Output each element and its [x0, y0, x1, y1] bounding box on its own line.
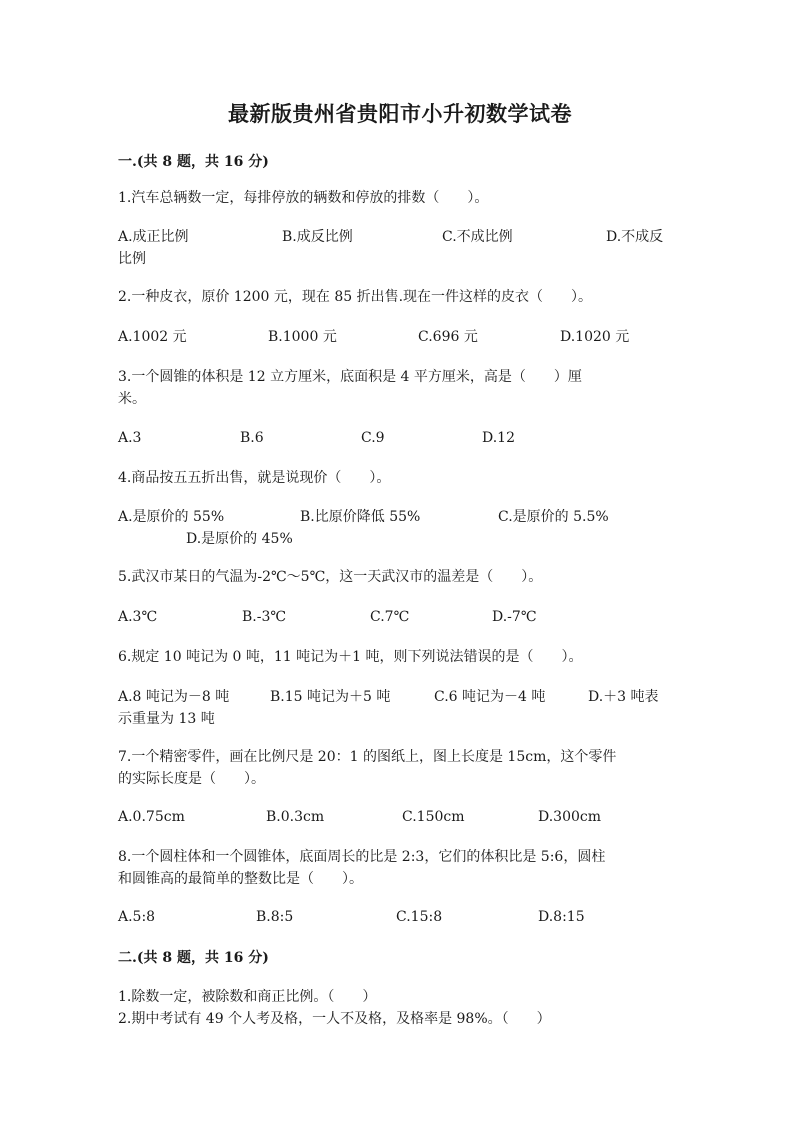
question-4-option-d: D.是原价的 45% — [186, 531, 293, 547]
question-4-option-a: A.是原价的 55% — [118, 509, 225, 525]
question-3-stem-line-2: 米。 — [118, 391, 146, 407]
question-7-stem-line-1: 7.一个精密零件，画在比例尺是 20：1 的图纸上，图上长度是 15cm，这个零件 — [118, 749, 617, 765]
question-8-option-a: A.5:8 — [118, 909, 156, 925]
question-8-options — [118, 906, 678, 928]
section-2-item-2: 2.期中考试有 49 个人考及格，一人不及格，及格率是 98%。（ ） — [118, 1011, 551, 1027]
section-2-item-1: 1.除数一定，被除数和商正比例。（ ） — [118, 989, 377, 1005]
question-4-options — [118, 506, 678, 550]
question-3-stem-line-1: 3.一个圆锥的体积是 12 立方厘米，底面积是 4 平方厘米，高是（ ）厘 — [118, 369, 582, 385]
question-2-option-b: B.1000 元 — [268, 329, 337, 345]
question-7-options — [118, 806, 678, 828]
question-3-stem — [118, 366, 678, 410]
question-7-option-a: A.0.75cm — [118, 809, 185, 825]
question-1-option-d-wrap: 比例 — [118, 251, 146, 267]
question-5-option-b: B.-3℃ — [242, 609, 287, 625]
question-8-stem-line-1: 8.一个圆柱体和一个圆锥体，底面周长的比是 2:3，它们的体积比是 5:6，圆柱 — [118, 849, 606, 865]
question-8-option-b: B.8:5 — [256, 909, 294, 925]
question-6-option-c: C.6 吨记为－4 吨 — [434, 689, 546, 705]
question-5-options — [118, 606, 678, 628]
question-7-option-b: B.0.3cm — [266, 809, 325, 825]
question-5-stem: 5.武汉市某日的气温为-2℃～5℃，这一天武汉市的温差是（ ）。 — [118, 569, 543, 585]
page-title: 最新版贵州省贵阳市小升初数学试卷 — [228, 101, 572, 126]
question-2-option-a: A.1002 元 — [118, 329, 187, 345]
question-7-stem-line-2: 的实际长度是（ ）。 — [118, 771, 265, 787]
question-1-stem: 1.汽车总辆数一定，每排停放的辆数和停放的排数（ ）。 — [118, 190, 489, 206]
question-3-option-d: D.12 — [482, 430, 515, 446]
question-4-option-b: B.比原价降低 55% — [300, 509, 421, 525]
question-8-option-c: C.15:8 — [396, 909, 443, 925]
question-2-options — [118, 326, 678, 348]
question-1-option-d: D.不成反 — [606, 229, 664, 245]
question-1-option-a: A.成正比例 — [118, 229, 189, 245]
question-5-option-d: D.-7℃ — [492, 609, 537, 625]
question-4-stem: 4.商品按五五折出售，就是说现价（ ）。 — [118, 470, 391, 486]
question-3-option-b: B.6 — [240, 430, 264, 446]
question-8-stem-line-2: 和圆锥高的最简单的整数比是（ ）。 — [118, 871, 363, 887]
question-3-option-a: A.3 — [118, 430, 142, 446]
question-6-option-a: A.8 吨记为－8 吨 — [118, 689, 230, 705]
section-2-heading: 二.(共 8 题，共 16 分) — [118, 950, 269, 966]
question-2-option-c: C.696 元 — [418, 329, 478, 345]
question-4-option-c: C.是原价的 5.5% — [498, 509, 609, 525]
question-7-option-c: C.150cm — [402, 809, 465, 825]
question-1-option-b: B.成反比例 — [282, 229, 353, 245]
question-2-option-d: D.1020 元 — [560, 329, 630, 345]
question-1-options — [118, 226, 678, 270]
question-5-option-a: A.3℃ — [118, 609, 158, 625]
question-2-stem: 2.一种皮衣，原价 1200 元，现在 85 折出售.现在一件这样的皮衣（ ）。 — [118, 289, 593, 305]
question-6-option-b: B.15 吨记为＋5 吨 — [270, 689, 391, 705]
question-8-stem — [118, 846, 678, 890]
question-6-option-d-wrap: 示重量为 13 吨 — [118, 711, 215, 727]
question-3-options — [118, 427, 678, 449]
question-7-option-d: D.300cm — [538, 809, 602, 825]
question-6-options — [118, 686, 678, 730]
question-6-stem: 6.规定 10 吨记为 0 吨，11 吨记为＋1 吨，则下列说法错误的是（ ）。 — [118, 649, 583, 665]
question-1-option-c: C.不成比例 — [442, 229, 513, 245]
question-8-option-d: D.8:15 — [538, 909, 585, 925]
question-7-stem — [118, 746, 678, 790]
question-3-option-c: C.9 — [361, 430, 385, 446]
section-1-heading: 一.(共 8 题，共 16 分) — [118, 154, 269, 170]
question-6-option-d: D.＋3 吨表 — [588, 689, 659, 705]
question-5-option-c: C.7℃ — [370, 609, 410, 625]
